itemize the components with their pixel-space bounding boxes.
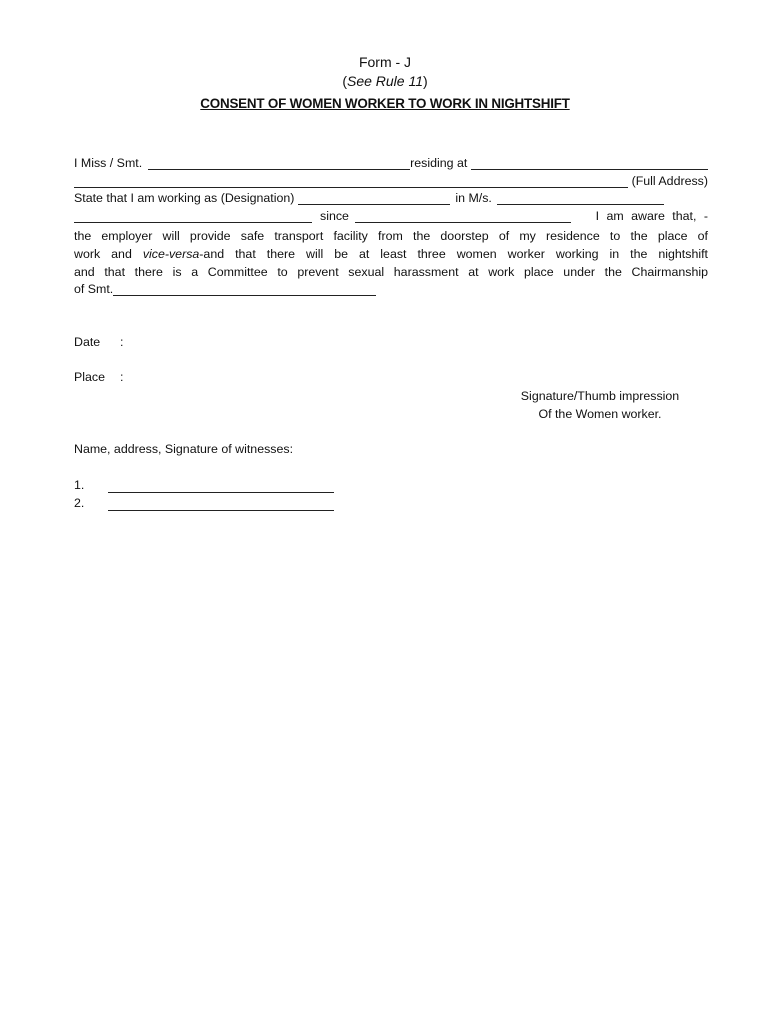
company-blank-2[interactable]	[74, 210, 312, 223]
place-colon: :	[120, 370, 124, 384]
body-line-7: and that there is a Committee to prevent sexual harassment at work place under the Chairmanship	[74, 265, 708, 279]
address-blank-1[interactable]	[471, 157, 708, 170]
body-line-6-a: work and	[74, 247, 143, 261]
form-heading: CONSENT OF WOMEN WORKER TO WORK IN NIGHTSHIFT	[200, 96, 570, 111]
ms-label: in M/s.	[455, 191, 492, 205]
signature-line-1: Signature/Thumb impression	[520, 389, 680, 403]
designation-line	[74, 191, 708, 205]
name-blank[interactable]	[148, 157, 410, 170]
since-label: since	[320, 209, 349, 223]
residing-at-label: residing at	[410, 156, 468, 170]
chairmanship-line	[74, 282, 394, 296]
signature-block	[490, 388, 710, 423]
body-line-5: the employer will provide safe transport facility from the doorstep of my residence to the place of	[74, 229, 708, 243]
witness-1-blank[interactable]	[108, 480, 334, 493]
signature-line-2: Of the Women worker.	[538, 406, 662, 421]
date-label: Date	[74, 335, 101, 349]
rule-paren-close: )	[423, 73, 428, 89]
witness-number-1: 1.	[74, 478, 85, 492]
of-smt-label: of Smt.	[74, 282, 114, 296]
aware-label: I am aware that, -	[595, 209, 708, 223]
body-line-6	[74, 246, 708, 263]
witnesses-heading: Name, address, Signature of witnesses:	[74, 442, 294, 456]
address-line	[74, 174, 708, 188]
date-colon: :	[120, 335, 124, 349]
since-date-blank[interactable]	[355, 210, 571, 223]
rule-paren-open: (	[342, 73, 347, 89]
body-line-6-c: -and that there will be at least three women worker working in the nightshift	[199, 247, 708, 261]
form-title: Form - J	[358, 54, 412, 70]
place-label: Place	[74, 370, 105, 384]
rule-text: See Rule 11	[346, 73, 423, 89]
address-blank-2[interactable]	[74, 175, 628, 188]
full-address-label: (Full Address)	[631, 174, 708, 188]
designation-blank[interactable]	[298, 192, 450, 205]
designation-label: State that I am working as (Designation)	[74, 191, 295, 205]
body-line-6-italic: vice-versa	[142, 247, 200, 261]
company-blank[interactable]	[497, 192, 664, 205]
chairperson-blank[interactable]	[113, 283, 376, 296]
name-residence-line	[74, 156, 708, 170]
witness-number-2: 2.	[74, 496, 85, 510]
since-line	[74, 209, 708, 223]
miss-smt-label: I Miss / Smt.	[74, 156, 143, 170]
rule-reference	[0, 73, 770, 89]
witness-2-blank[interactable]	[108, 498, 334, 511]
